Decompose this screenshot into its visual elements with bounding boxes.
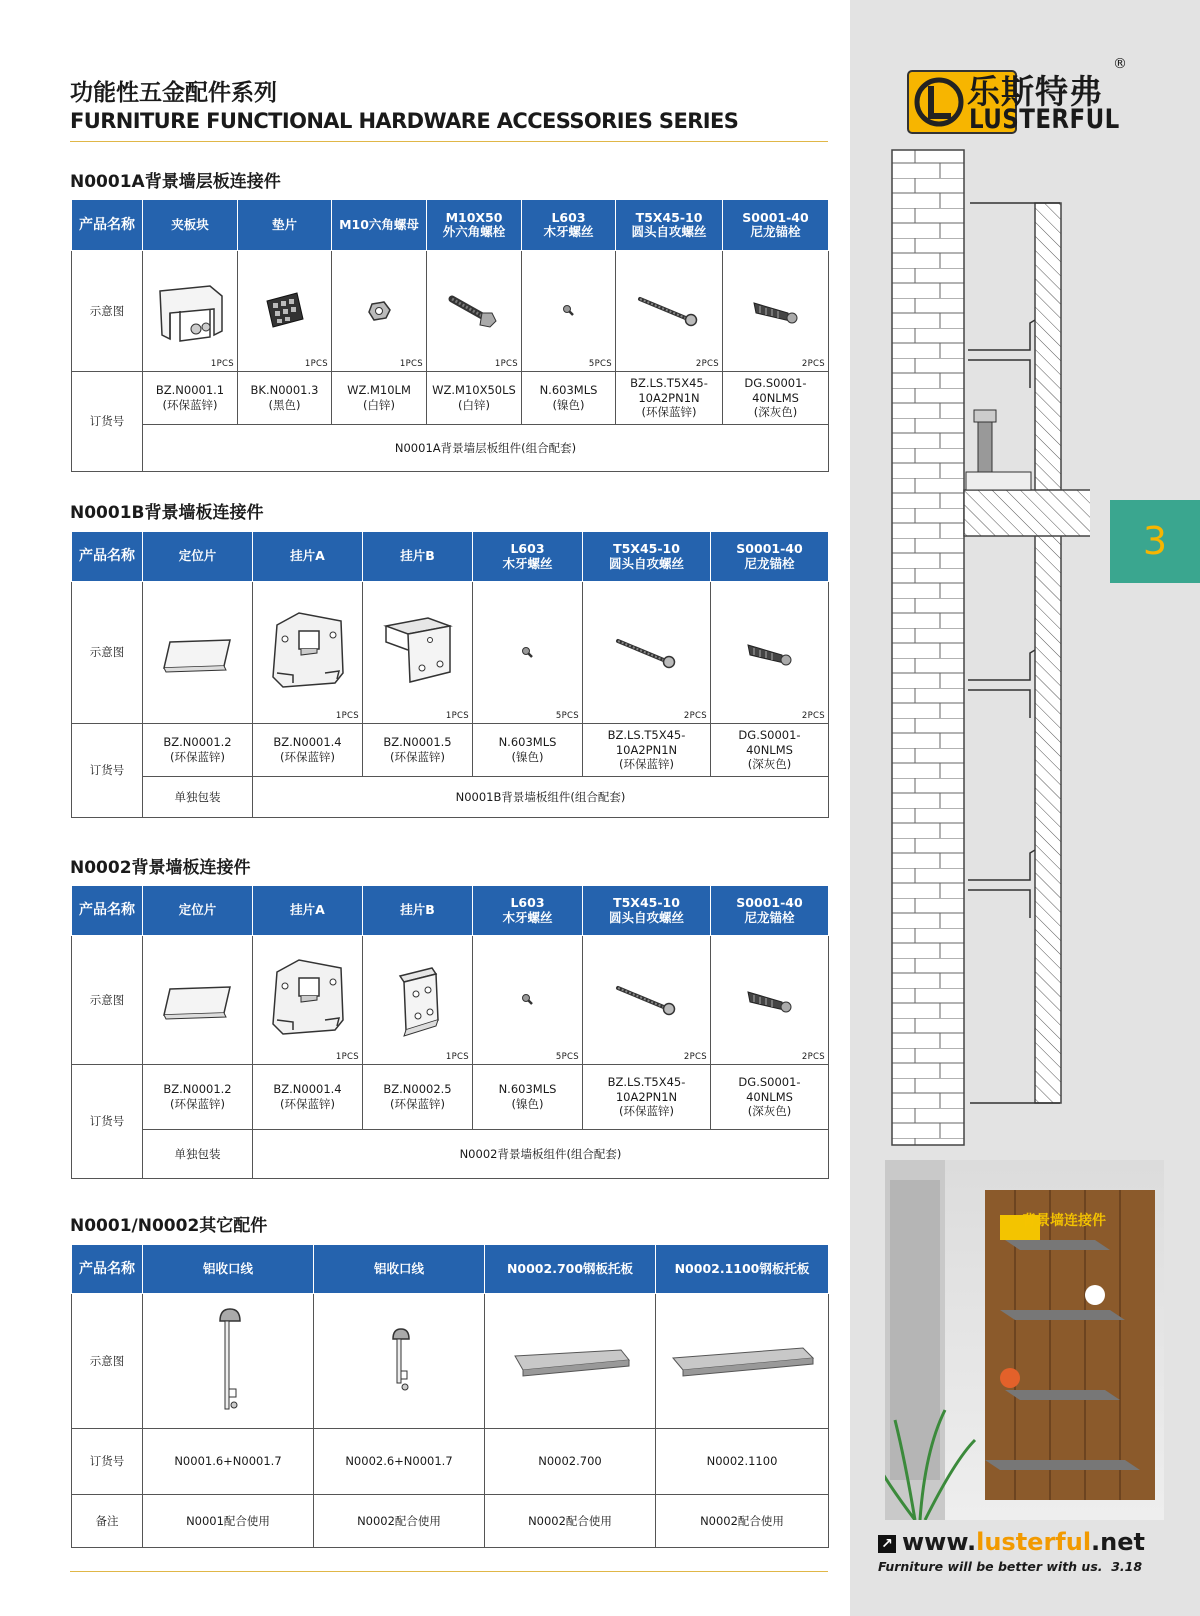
website-suffix: .net [1091,1528,1145,1556]
section-title: N0002背景墙板连接件 [70,858,251,878]
order-code-cell [363,1065,473,1130]
order-code-cell [143,372,238,425]
diagram-row [72,1294,829,1429]
diagram-cell [143,251,238,372]
nylon-anchor-icon [746,291,806,331]
header-cell [583,532,711,582]
finish: (环保蓝锌) [162,398,218,412]
order-code-row [72,724,829,777]
diagram-cell [616,251,723,372]
kit-cell: N0001A背景墙层板组件(组合配套) [143,425,829,472]
order-code-cell [711,1065,829,1130]
spec-table-n0002 [71,885,829,1179]
header-cell: 挂片B [363,532,473,582]
brand-name-en: LUSTERFUL [969,104,1120,135]
finish: (环保蓝锌) [619,757,674,772]
quantity-label: 1PCS [210,359,234,370]
order-code: N.603MLS [498,735,557,750]
shelf-board [964,490,1090,536]
diagram-cell [522,251,616,372]
website-domain: lusterful [976,1528,1092,1556]
quantity-label: 2PCS [695,359,719,370]
header-line1: T5X45-10 [635,209,703,225]
kit-cell: N0001B背景墙板组件(组合配套) [253,777,829,818]
diagram-row [72,936,829,1065]
wood-screw-icon [518,990,538,1010]
order-code-2: 40NLMS [746,1089,793,1104]
table-header-row [72,200,829,251]
header-line2: 圆头自攻螺丝 [608,555,684,571]
aluminum-trim-short-icon [379,1321,419,1401]
header-line2: 木牙螺丝 [502,555,553,571]
table-header-row [72,886,829,936]
header-cell [711,532,829,582]
quantity-label: 1PCS [445,711,469,722]
product-photo [885,1160,1164,1520]
order-code: N.603MLS [498,1082,557,1097]
header-divider [70,141,828,142]
order-code: BZ.N0001.4 [273,735,342,750]
hex-nut-icon [364,296,394,326]
kit-row [72,777,829,818]
diagram-label: 示意图 [72,936,143,1065]
order-code-cell [616,372,723,425]
wood-screw-icon [559,301,579,321]
order-code: DG.S0001- [738,1074,801,1089]
finish: (环保蓝锌) [641,405,697,420]
finish: (环保蓝锌) [390,1097,445,1111]
order-code: DG.S0001- [738,727,801,742]
order-code: BZ.LS.T5X45- [607,1074,686,1089]
diagram-cell [238,251,332,372]
quantity-label: 2PCS [801,1052,825,1063]
order-code-cell: N0002.6+N0001.7 [314,1429,485,1495]
section-title: N0001/N0002其它配件 [70,1216,268,1236]
order-code-cell: N0002.700 [485,1429,656,1495]
finish: (环保蓝锌) [280,1097,335,1111]
order-code: BZ.LS.T5X45- [607,727,686,742]
header-line2: 木牙螺丝 [543,224,594,239]
wall-panel [1035,203,1061,1103]
finish: (环保蓝锌) [280,750,335,764]
header-line1: S0001-40 [742,209,809,225]
finish: (镍色) [511,750,544,764]
header-line2: 尼龙锚栓 [750,224,801,239]
kit-cell: N0002背景墙板组件(组合配套) [253,1130,829,1179]
header-line1: M10X50 [445,209,503,225]
quantity-label: 1PCS [494,359,518,370]
order-code-cell [253,1065,363,1130]
order-code-cell [583,724,711,777]
order-code-cell [522,372,616,425]
order-code-cell [143,724,253,777]
single-pack-label: 单独包装 [143,777,253,818]
header-cell [583,886,711,936]
self-tapping-screw-icon [634,291,704,331]
hanger-b-icon [388,960,448,1040]
diagram-cell [723,251,829,372]
page-number: 3.18 [1111,1559,1143,1574]
note-cell: N0001配合使用 [143,1495,314,1548]
steel-shelf-1100-icon [667,1336,817,1386]
order-label: 订货号 [72,372,143,472]
quantity-label: 2PCS [801,359,825,370]
finish: (环保蓝锌) [170,1097,225,1111]
chapter-tab: 3 [1110,500,1200,583]
order-code-row [72,372,829,425]
aluminum-trim-long-icon [208,1301,248,1421]
bolt-shaft [978,420,992,472]
order-label: 订货号 [72,1429,143,1495]
hanger-a-icon [263,950,353,1050]
diagram-cell [253,582,363,724]
nylon-anchor-icon [740,633,800,673]
brand-name-cn: 乐斯特弗 [967,72,1103,111]
quantity-label: 2PCS [683,1052,707,1063]
finish: (白锌) [363,398,395,412]
header-cell: 垫片 [238,200,332,251]
section-title: N0001B背景墙板连接件 [70,503,264,523]
shim-icon [255,281,315,341]
hanger-a-icon [263,603,353,703]
header-product: 产品名称 [72,886,143,936]
bolt-head [974,410,996,422]
single-pack-label: 单独包装 [143,1130,253,1179]
header-cell: N0002.1100钢板托板 [656,1245,829,1294]
quantity-label: 2PCS [801,711,825,722]
header-cell: N0002.700钢板托板 [485,1245,656,1294]
finish: (环保蓝锌) [390,750,445,764]
finish: (深灰色) [747,1104,792,1119]
diagram-cell [485,1294,656,1429]
order-code-2: 10A2PN1N [638,390,700,405]
order-code-cell [473,724,583,777]
order-code: BZ.N0001.2 [163,1082,232,1097]
header-line2: 木牙螺丝 [502,909,553,925]
header-cell [473,532,583,582]
quantity-label: 5PCS [555,711,579,722]
table-header-row [72,532,829,582]
diagram-cell [363,582,473,724]
header-product: 产品名称 [72,200,143,251]
wood-screw-icon [518,643,538,663]
diagram-label: 示意图 [72,1294,143,1429]
order-label: 订货号 [72,724,143,818]
positioning-plate-icon [158,628,238,678]
diagram-row [72,251,829,372]
finish: (深灰色) [747,757,792,772]
finish: (镍色) [552,398,585,412]
order-code-cell [583,1065,711,1130]
order-code-cell: N0002.1100 [656,1429,829,1495]
quantity-label: 1PCS [304,359,328,370]
slogan [878,1559,1142,1574]
diagram-cell [711,582,829,724]
order-code-cell [711,724,829,777]
header-line1: L603 [551,209,586,225]
diagram-cell [143,936,253,1065]
installation-section-diagram [890,148,1090,1148]
diagram-cell [332,251,427,372]
steel-shelf-700-icon [505,1336,635,1386]
header-cell: 铝收口线 [143,1245,314,1294]
header-cell [616,200,723,251]
header-cell: 挂片A [253,886,363,936]
photo-caption: 背景墙连接件 [1022,1213,1106,1229]
header-line2: 尼龙锚栓 [744,555,795,571]
clamp-block-icon [150,271,230,351]
header-cell: 夹板块 [143,200,238,251]
order-code-cell [238,372,332,425]
arrow-icon: ↗ [878,1535,896,1553]
nylon-anchor-icon [740,980,800,1020]
kit-row [72,425,829,472]
order-code-cell [427,372,522,425]
diagram-row [72,582,829,724]
hex-bolt-icon [444,291,504,331]
order-code-row [72,1429,829,1495]
hanger-b-icon [378,608,458,698]
quantity-label: 5PCS [555,1052,579,1063]
header-line2: 圆头自攻螺丝 [608,909,684,925]
note-label: 备注 [72,1495,143,1548]
quantity-label: 1PCS [335,711,359,722]
order-code-cell [253,724,363,777]
slogan-text: Furniture will be better with us. [878,1559,1103,1574]
diagram-cell [583,582,711,724]
header-line2: 尼龙锚栓 [744,909,795,925]
header-cell [473,886,583,936]
diagram-cell [656,1294,829,1429]
page-title-en: FURNITURE FUNCTIONAL HARDWARE ACCESSORIES SERIES [70,109,739,133]
finish: (黑色) [268,398,301,412]
footer-divider [70,1571,828,1572]
order-code: N.603MLS [539,383,598,398]
diagram-cell [473,936,583,1065]
table-header-row [72,1245,829,1294]
header-line1: T5X45-10 [613,541,680,557]
diagram-label: 示意图 [72,582,143,724]
clamp-block [966,472,1031,490]
header-cell [522,200,616,251]
website-prefix: www. [902,1528,977,1556]
order-code-cell [473,1065,583,1130]
order-code-2: 40NLMS [746,742,793,757]
positioning-plate-icon [158,975,238,1025]
finish: (环保蓝锌) [619,1104,674,1119]
diagram-cell [583,936,711,1065]
order-code: BZ.N0001.5 [383,735,452,750]
header-cell: 定位片 [143,886,253,936]
order-code-cell [143,1065,253,1130]
website-link[interactable] [878,1528,1145,1556]
spec-table-n0001b [71,531,829,818]
order-code-cell [332,372,427,425]
header-line2: 圆头自攻螺丝 [631,224,707,239]
header-line1: T5X45-10 [613,895,680,911]
header-line1: S0001-40 [736,895,803,911]
finish: (环保蓝锌) [170,750,225,764]
self-tapping-screw-icon [612,980,682,1020]
order-code-cell: N0001.6+N0001.7 [143,1429,314,1495]
order-code-cell [363,724,473,777]
diagram-cell [253,936,363,1065]
header-line2: 外六角螺栓 [442,224,506,239]
finish: (白锌) [458,398,490,412]
header-cell: 挂片B [363,886,473,936]
note-row [72,1495,829,1548]
diagram-cell [711,936,829,1065]
header-cell: 挂片A [253,532,363,582]
order-code: DG.S0001- [744,375,807,390]
note-cell: N0002配合使用 [656,1495,829,1548]
order-code-row [72,1065,829,1130]
order-code: BZ.N0002.5 [383,1082,452,1097]
diagram-cell [314,1294,485,1429]
order-code: BZ.N0001.4 [273,1082,342,1097]
order-code-2: 40NLMS [752,390,799,405]
order-code-cell [723,372,829,425]
diagram-cell [363,936,473,1065]
diagram-cell [427,251,522,372]
spec-table-accessories [71,1244,829,1548]
header-product: 产品名称 [72,532,143,582]
order-code: BZ.LS.T5X45- [630,375,708,390]
diagram-cell [143,582,253,724]
self-tapping-screw-icon [612,633,682,673]
order-code: BZ.N0001.2 [163,735,232,750]
header-product: 产品名称 [72,1245,143,1294]
order-code: BK.N0001.3 [250,383,319,398]
order-code: WZ.M10X50LS [432,383,516,398]
header-cell: 铝收口线 [314,1245,485,1294]
order-code-2: 10A2PN1N [615,1089,678,1104]
page-title-cn: 功能性五金配件系列 [70,80,277,106]
brick-wall [892,150,964,1145]
registered-mark: ® [1113,56,1127,72]
quantity-label: 1PCS [445,1052,469,1063]
order-code: WZ.M10LM [347,383,411,398]
finish: (深灰色) [753,405,798,420]
spec-table-n0001a [71,199,829,472]
quantity-label: 1PCS [399,359,423,370]
diagram-label: 示意图 [72,251,143,372]
kit-row [72,1130,829,1179]
note-cell: N0002配合使用 [485,1495,656,1548]
header-line1: S0001-40 [736,541,803,557]
header-line1: L603 [510,541,545,557]
finish: (镍色) [511,1097,544,1111]
header-cell [427,200,522,251]
note-cell: N0002配合使用 [314,1495,485,1548]
order-code: BZ.N0001.1 [155,383,225,398]
header-cell: 定位片 [143,532,253,582]
header-line1: L603 [510,895,545,911]
header-cell [723,200,829,251]
quantity-label: 1PCS [335,1052,359,1063]
order-code-2: 10A2PN1N [615,742,678,757]
header-cell [711,886,829,936]
diagram-cell [473,582,583,724]
header-cell: M10六角螺母 [332,200,427,251]
order-label: 订货号 [72,1065,143,1179]
quantity-label: 5PCS [588,359,612,370]
quantity-label: 2PCS [683,711,707,722]
diagram-cell [143,1294,314,1429]
section-title: N0001A背景墙层板连接件 [70,172,281,192]
